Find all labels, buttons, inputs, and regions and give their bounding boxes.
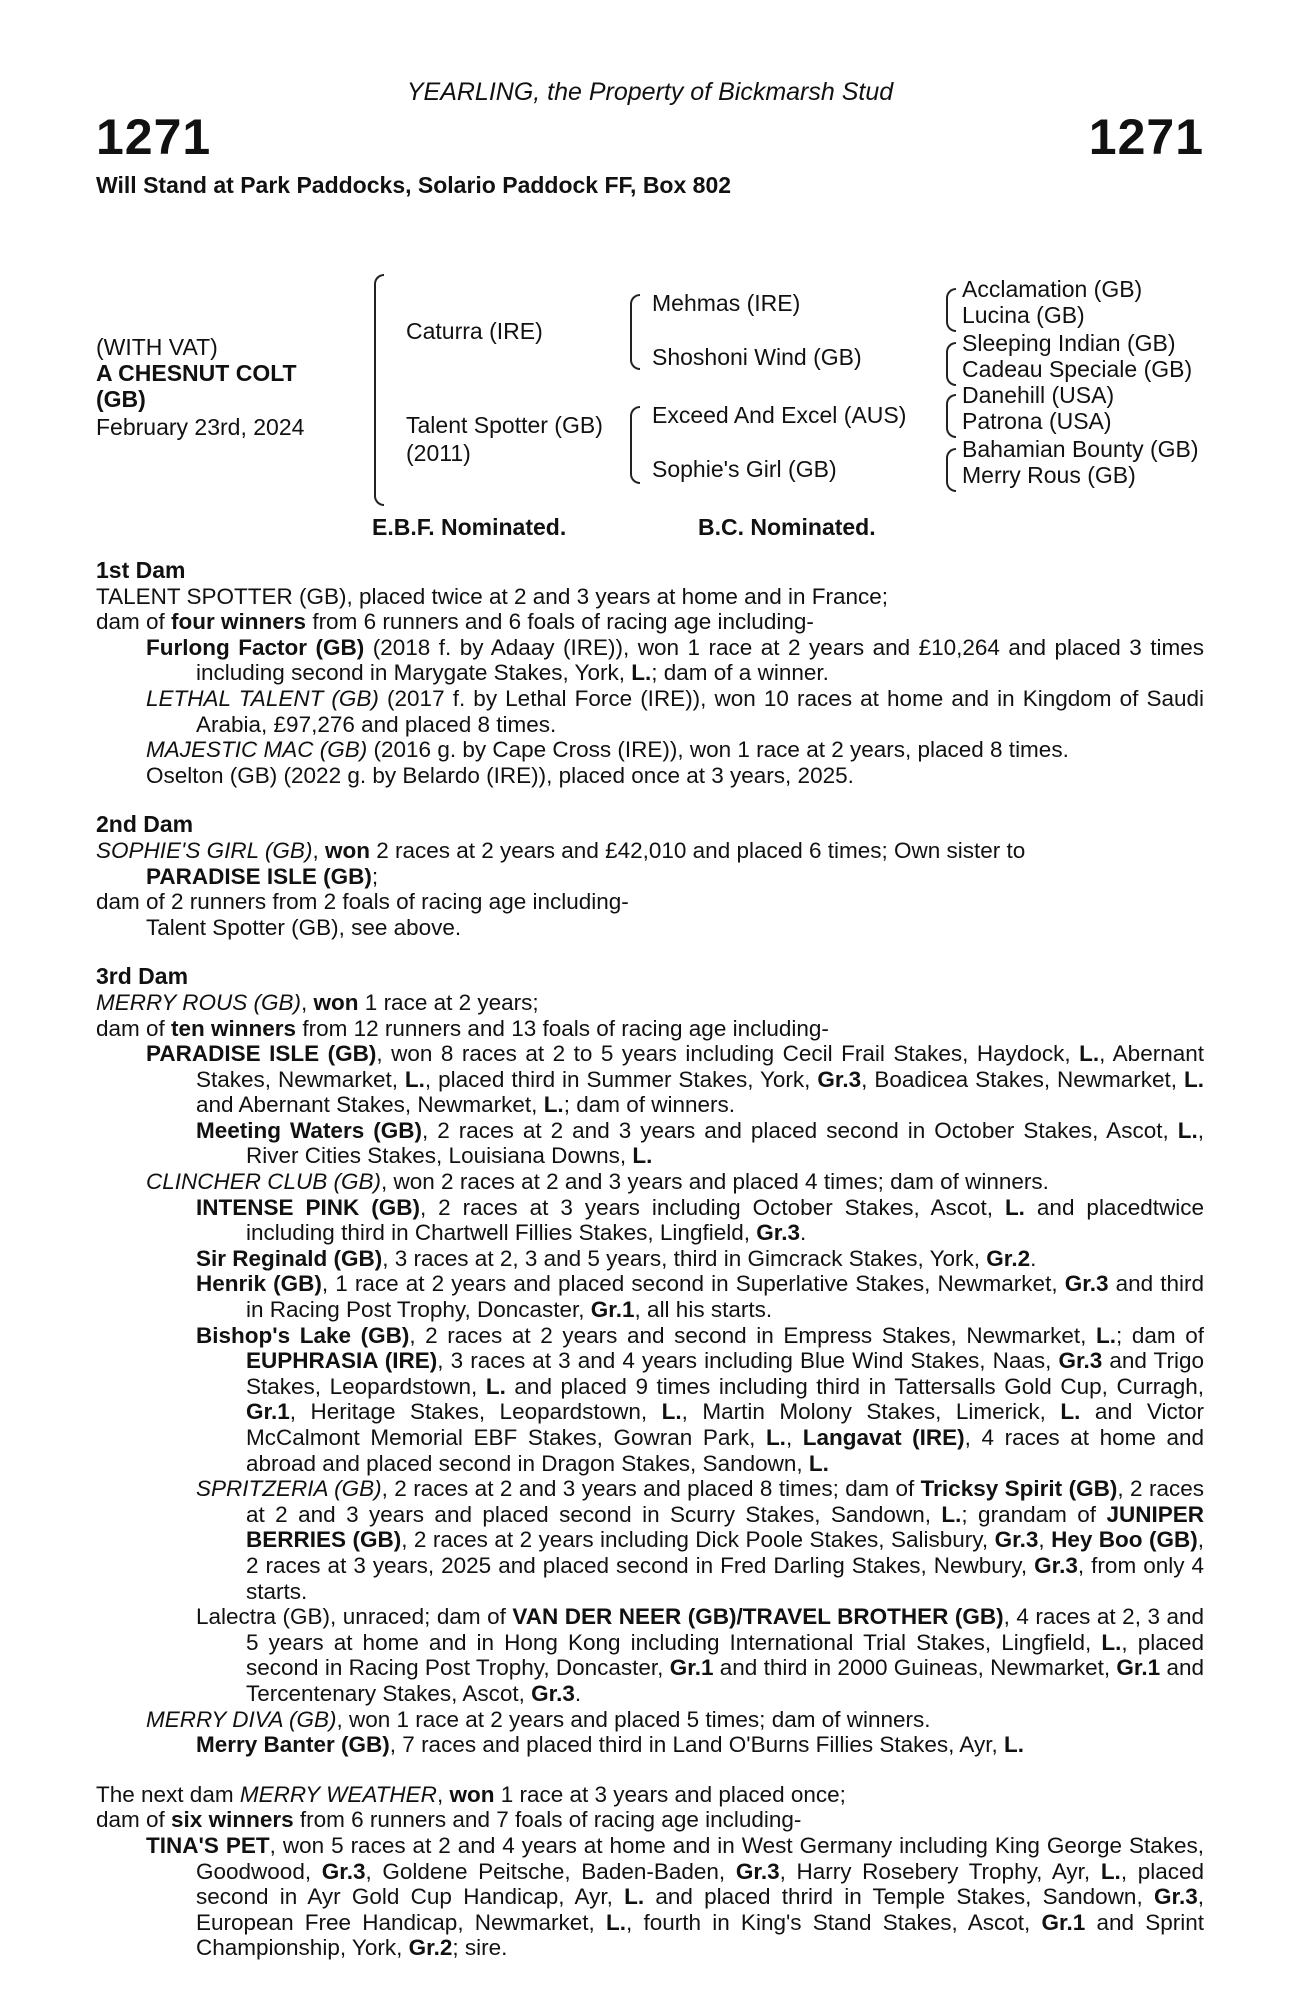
produce-entry: CLINCHER CLUB (GB), won 2 races at 2 and 3 years and placed 4 times; dam of winners. bbox=[146, 1169, 1049, 1195]
produce-entry: PARADISE ISLE (GB), won 8 races at 2 to 5 years including Cecil Frail Stakes, Haydock, L., Abernant Stakes, Newmarket, L., placed third in Summer Stakes, York, Gr.3, Boadicea Stakes, Newmarket, L. and Abernant Stakes, Newmarket, L.; dam of winners. bbox=[146, 1041, 1204, 1118]
third-dam-summary: MERRY ROUS (GB), won 1 race at 2 years; bbox=[96, 989, 539, 1015]
vendor-subtitle: YEARLING, the Property of Bickmarsh Stud bbox=[406, 78, 894, 106]
foaling-date: February 23rd, 2024 bbox=[96, 414, 305, 440]
dam: Talent Spotter (GB) bbox=[406, 412, 603, 438]
produce-entry: Sir Reginald (GB), 3 races at 2, 3 and 5 years, third in Gimcrack Stakes, York, Gr.2. bbox=[196, 1245, 1037, 1271]
horse-name-line2: (GB) bbox=[96, 386, 146, 412]
dam-sire: Exceed And Excel (AUS) bbox=[652, 402, 907, 428]
produce-entry: LETHAL TALENT (GB) (2017 f. by Lethal Force (IRE)), won 10 races at home and in Kingdom of Saudi Arabia, £97,276 and placed 8 times. bbox=[146, 685, 1205, 737]
lot-number-right: 1271 bbox=[1088, 109, 1204, 165]
standing-location: Will Stand at Park Paddocks, Solario Paddock FF, Box 802 bbox=[96, 172, 732, 198]
second-dam-sister: PARADISE ISLE (GB); bbox=[146, 863, 379, 889]
horse-name-line1: A CHESNUT COLT bbox=[96, 360, 297, 386]
pedigree-table bbox=[96, 202, 1236, 522]
pedigree-brace bbox=[946, 394, 956, 438]
bc-nomination: B.C. Nominated. bbox=[698, 514, 876, 540]
second-dam-section bbox=[96, 812, 1204, 940]
next-dam-section bbox=[96, 1782, 1204, 1961]
produce-entry: INTENSE PINK (GB), 2 races at 3 years including October Stakes, Ascot, L. and placedtwice including third in Chartwell Fillies Stakes, Lingfield, Gr.3. bbox=[196, 1194, 1204, 1246]
sire-dam-sire: Sleeping Indian (GB) bbox=[962, 330, 1176, 356]
produce-entry: Meeting Waters (GB), 2 races at 2 and 3 years and placed second in October Stakes, Ascot, L., River Cities Stakes, Louisiana Downs, L. bbox=[196, 1117, 1204, 1169]
produce-entry: MERRY DIVA (GB), won 1 race at 2 years and placed 5 times; dam of winners. bbox=[146, 1706, 931, 1732]
third-dam-section bbox=[96, 964, 1204, 1757]
dam-year: (2011) bbox=[406, 440, 471, 466]
third-dam-produce: dam of ten winners from 12 runners and 13 foals of racing age including- bbox=[96, 1015, 829, 1041]
first-dam-produce: dam of four winners from 6 runners and 6 foals of racing age including- bbox=[96, 609, 814, 635]
pedigree-brace bbox=[946, 288, 956, 332]
sire-dam: Shoshoni Wind (GB) bbox=[652, 344, 862, 370]
sire-dam-dam: Cadeau Speciale (GB) bbox=[962, 356, 1193, 382]
lot-number-left: 1271 bbox=[96, 109, 212, 165]
produce-entry: Talent Spotter (GB), see above. bbox=[146, 914, 462, 940]
produce-entry: Furlong Factor (GB) (2018 f. by Adaay (IRE)), won 1 race at 2 years and £10,264 and placed 3 times including second in Marygate Stakes, York, L.; dam of a winner. bbox=[146, 634, 1205, 686]
sire-sire-sire: Acclamation (GB) bbox=[962, 276, 1143, 302]
produce-entry: Bishop's Lake (GB), 2 races at 2 years and second in Empress Stakes, Newmarket, L.; dam of EUPHRASIA (IRE), 3 races at 3 and 4 years including Blue Wind Stakes, Naas, Gr.3 and Trigo Stakes, Leopardstown, L. and placed 9 times including third in Tattersalls Gold Cup, Curragh, Gr.1, Heritage Stakes, Leopardstown, L., Martin Molony Stakes, Limerick, L. and Victor McCalmont Memorial EBF Stakes, Gowran Park, L., Langavat (IRE), 4 races at home and abroad and placed second in Dragon Stakes, Sandown, L. bbox=[196, 1322, 1204, 1476]
pedigree-brace bbox=[630, 294, 640, 370]
dam-dam-sire: Bahamian Bounty (GB) bbox=[962, 436, 1199, 462]
third-dam-heading: 3rd Dam bbox=[96, 963, 189, 990]
produce-entry: SPRITZERIA (GB), 2 races at 2 and 3 years and placed 8 times; dam of Tricksy Spirit (GB), 2 races at 2 and 3 years and placed second in Scurry Stakes, Sandown, L.; grandam of JUNIPER BERRIES (GB), 2 races at 2 years including Dick Poole Stakes, Salisbury, Gr.3, Hey Boo (GB), 2 races at 3 years, 2025 and placed second in Fred Darling Stakes, Newbury, Gr.3, from only 4 starts. bbox=[196, 1476, 1205, 1604]
dam-dam: Sophie's Girl (GB) bbox=[652, 456, 837, 482]
produce-entry: MAJESTIC MAC (GB) (2016 g. by Cape Cross (IRE)), won 1 race at 2 years, placed 8 times. bbox=[146, 737, 1069, 763]
pedigree-brace bbox=[630, 406, 640, 484]
first-dam-summary: TALENT SPOTTER (GB), placed twice at 2 and 3 years at home and in France; bbox=[96, 583, 889, 609]
ebf-nomination: E.B.F. Nominated. bbox=[372, 514, 567, 540]
dam-dam-dam: Merry Rous (GB) bbox=[962, 462, 1136, 488]
dam-sire-sire: Danehill (USA) bbox=[962, 382, 1115, 408]
pedigree-brace bbox=[374, 274, 384, 506]
first-dam-heading: 1st Dam bbox=[96, 557, 186, 583]
sire: Caturra (IRE) bbox=[406, 318, 543, 344]
produce-entry: TINA'S PET, won 5 races at 2 and 4 years at home and in West Germany including King George Stakes, Goodwood, Gr.3, Goldene Peitsche, Baden-Baden, Gr.3, Harry Rosebery Trophy, Ayr, L., placed second in Ayr Gold Cup Handicap, Ayr, L. and placed thrird in Temple Stakes, Sandown, Gr.3, European Free Handicap, Newmarket, L., fourth in King's Stand Stakes, Ascot, Gr.1 and Sprint Championship, York, Gr.2; sire. bbox=[146, 1832, 1205, 1961]
produce-entry: Lalectra (GB), unraced; dam of VAN DER NEER (GB)/TRAVEL BROTHER (GB), 4 races at 2, 3 and 5 years at home and in Hong Kong including International Trial Stakes, Lingfield, L., placed second in Racing Post Trophy, Doncaster, Gr.1 and third in 2000 Guineas, Newmarket, Gr.1 and Tercentenary Stakes, Ascot, Gr.3. bbox=[196, 1604, 1205, 1706]
second-dam-produce: dam of 2 runners from 2 foals of racing age including- bbox=[96, 889, 629, 915]
second-dam-heading: 2nd Dam bbox=[96, 811, 194, 838]
sire-sire: Mehmas (IRE) bbox=[652, 290, 801, 316]
produce-record bbox=[96, 558, 1204, 1985]
next-dam-summary: The next dam MERRY WEATHER, won 1 race at 3 years and placed once; bbox=[96, 1781, 846, 1807]
dam-sire-dam: Patrona (USA) bbox=[962, 408, 1112, 434]
pedigree-brace bbox=[946, 448, 956, 492]
produce-entry: Henrik (GB), 1 race at 2 years and placed second in Superlative Stakes, Newmarket, Gr.3 and third in Racing Post Trophy, Doncaster, Gr.1, all his starts. bbox=[196, 1271, 1204, 1323]
pedigree-brace bbox=[946, 342, 956, 386]
vat-label: (WITH VAT) bbox=[96, 334, 218, 360]
produce-entry: Merry Banter (GB), 7 races and placed third in Land O'Burns Fillies Stakes, Ayr, L. bbox=[196, 1732, 1024, 1758]
produce-entry: Oselton (GB) (2022 g. by Belardo (IRE)), placed once at 3 years, 2025. bbox=[146, 762, 854, 788]
next-dam-produce: dam of six winners from 6 runners and 7 foals of racing age including- bbox=[96, 1807, 802, 1833]
second-dam-summary: SOPHIE'S GIRL (GB), won 2 races at 2 years and £42,010 and placed 6 times; Own sister to bbox=[96, 837, 1026, 863]
sire-sire-dam: Lucina (GB) bbox=[962, 302, 1085, 328]
first-dam-section bbox=[96, 558, 1204, 788]
